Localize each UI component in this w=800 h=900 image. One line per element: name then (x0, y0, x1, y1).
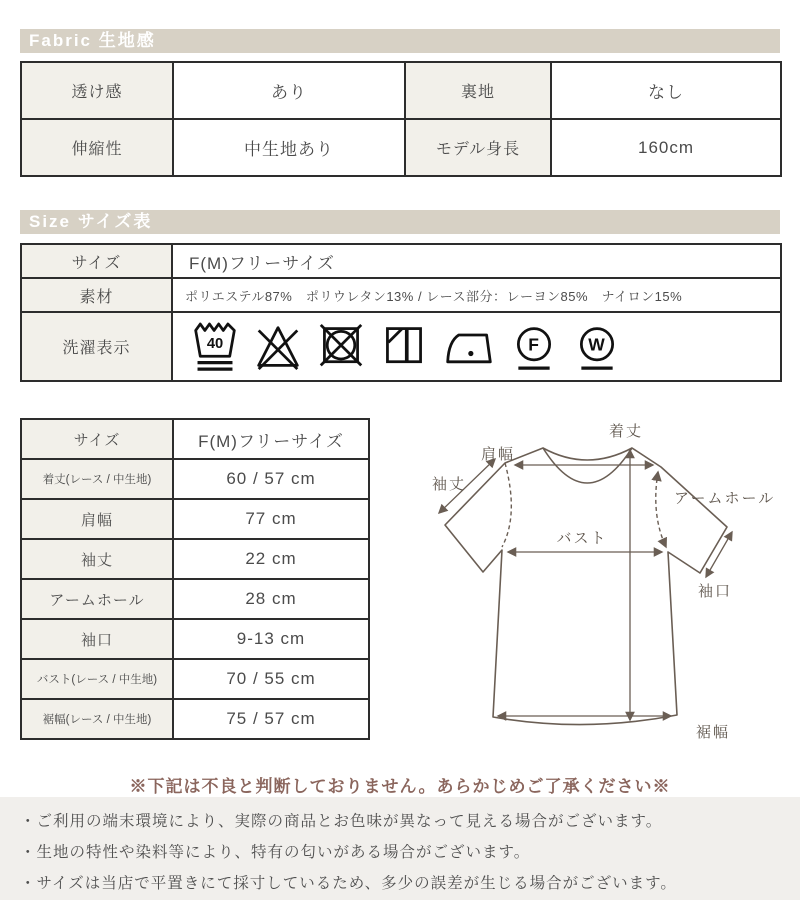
diagram-label-armhole: アームホール (674, 490, 776, 507)
fabric-label-stretch: 伸縮性 (21, 119, 173, 176)
measure-value-sleeve: 22 cm (173, 539, 369, 579)
note-item: ・ご利用の端末環境により、実際の商品とお色味が異なって見える場合がございます。 (20, 813, 663, 830)
wash-40-very-gentle-icon (192, 318, 238, 376)
material-label: 素材 (21, 278, 172, 312)
dry-clean-petroleum-gentle-icon (511, 318, 557, 376)
fabric-value-sheerness: あり (173, 62, 405, 119)
size-label: サイズ (21, 244, 172, 278)
fabric-label-lining: 裏地 (405, 62, 551, 119)
svg-text:W: W (588, 334, 606, 355)
table-row (21, 419, 369, 459)
do-not-tumble-dry-icon (318, 318, 364, 376)
table-row (21, 659, 369, 699)
do-not-bleach-icon (255, 318, 301, 376)
line-dry-in-shade-icon (381, 318, 427, 376)
fabric-table (20, 61, 782, 177)
size-value: F(M)フリーサイズ (172, 244, 781, 278)
diagram-label-length: 着丈 (608, 423, 644, 440)
measure-value-bust: 70 / 55 cm (173, 659, 369, 699)
measure-value-size: F(M)フリーサイズ (173, 419, 369, 459)
size-section-header: Size サイズ表 (20, 210, 780, 234)
fabric-label-model-height: モデル身長 (405, 119, 551, 176)
notes-panel (0, 797, 800, 900)
note-item: ・生地の特性や染料等により、特有の匂いがある場合がございます。 (20, 844, 531, 861)
measurement-table (20, 418, 370, 740)
notice-heading: ※下記は不良と判断しておりません。あらかじめご了承ください※ (129, 777, 671, 796)
table-row (21, 244, 781, 278)
tshirt-measurement-diagram (425, 415, 795, 765)
table-row (21, 499, 369, 539)
measure-label-hem: 裾幅(レース / 中生地) (21, 699, 173, 739)
measure-label-sleeve: 袖丈 (21, 539, 173, 579)
measure-label-armhole: アームホール (21, 579, 173, 619)
fabric-value-lining: なし (551, 62, 781, 119)
fabric-value-stretch: 中生地あり (173, 119, 405, 176)
table-row (21, 699, 369, 739)
diagram-label-bust: バスト (556, 530, 608, 547)
table-row (21, 619, 369, 659)
measure-value-armhole: 28 cm (173, 579, 369, 619)
note-item: ・サイズは当店で平置きにて採寸しているため、多少の誤差が生じる場合がございます。 (20, 875, 677, 892)
wet-clean-gentle-icon (574, 318, 620, 376)
armhole-seam-left (502, 463, 511, 547)
table-row (21, 119, 781, 176)
table-row (21, 579, 369, 619)
measure-value-hem: 75 / 57 cm (173, 699, 369, 739)
armhole-seam-right-arrow (656, 472, 666, 547)
table-row (21, 459, 369, 499)
table-row (21, 278, 781, 312)
measure-label-bust: バスト(レース / 中生地) (21, 659, 173, 699)
diagram-label-sleeve: 袖丈 (431, 476, 467, 493)
fabric-label-sheerness: 透け感 (21, 62, 173, 119)
care-symbols (189, 318, 780, 376)
table-row (21, 62, 781, 119)
measure-value-shoulder: 77 cm (173, 499, 369, 539)
svg-text:F: F (528, 334, 540, 355)
measure-value-length: 60 / 57 cm (173, 459, 369, 499)
measure-label-size: サイズ (21, 419, 173, 459)
measure-value-cuff: 9-13 cm (173, 619, 369, 659)
measure-label-cuff: 袖口 (21, 619, 173, 659)
measure-label-length: 着丈(レース / 中生地) (21, 459, 173, 499)
cuff-arrow (706, 532, 732, 577)
diagram-label-cuff: 袖口 (698, 583, 733, 600)
measure-label-shoulder: 肩幅 (21, 499, 173, 539)
iron-low-one-dot-icon (444, 318, 494, 376)
svg-text:40: 40 (206, 335, 224, 352)
diagram-label-hem: 裾幅 (696, 724, 731, 741)
table-row (21, 539, 369, 579)
table-row (21, 312, 781, 381)
material-value: ポリエステル87% ポリウレタン13% / レース部分：レーヨン85% ナイロン15% (172, 278, 781, 312)
size-table (20, 243, 782, 382)
diagram-label-shoulder: 肩幅 (480, 446, 516, 463)
fabric-section-header: Fabric 生地感 (20, 29, 780, 53)
care-label: 洗濯表示 (21, 312, 172, 381)
fabric-value-model-height: 160cm (551, 119, 781, 176)
